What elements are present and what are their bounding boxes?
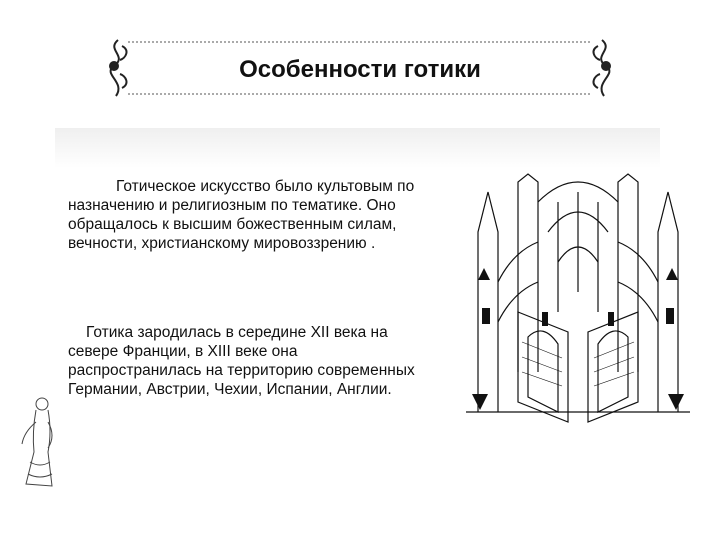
right-flourish-icon (594, 40, 610, 96)
title-banner (100, 36, 620, 100)
page-title: Особенности готики (239, 56, 481, 83)
medieval-figure-sketch (12, 392, 62, 492)
paragraph-gothic-art: Готическое искусство было культовым по назначению и религиозным по тематике. Оно обращалось к высшим божественным силам, вечности, христианскому мировоззрению . (68, 178, 415, 252)
paragraph-gothic-origin: Готика зародилась в середине XII века на севере Франции, в XIII веке она распространилась на территорию современных Германии, Австрии, Чехии, Испании, Англии. (68, 324, 415, 398)
content-panel-shade (55, 128, 660, 168)
left-flourish-icon (110, 40, 126, 96)
gothic-cathedral-illustration (458, 172, 698, 432)
